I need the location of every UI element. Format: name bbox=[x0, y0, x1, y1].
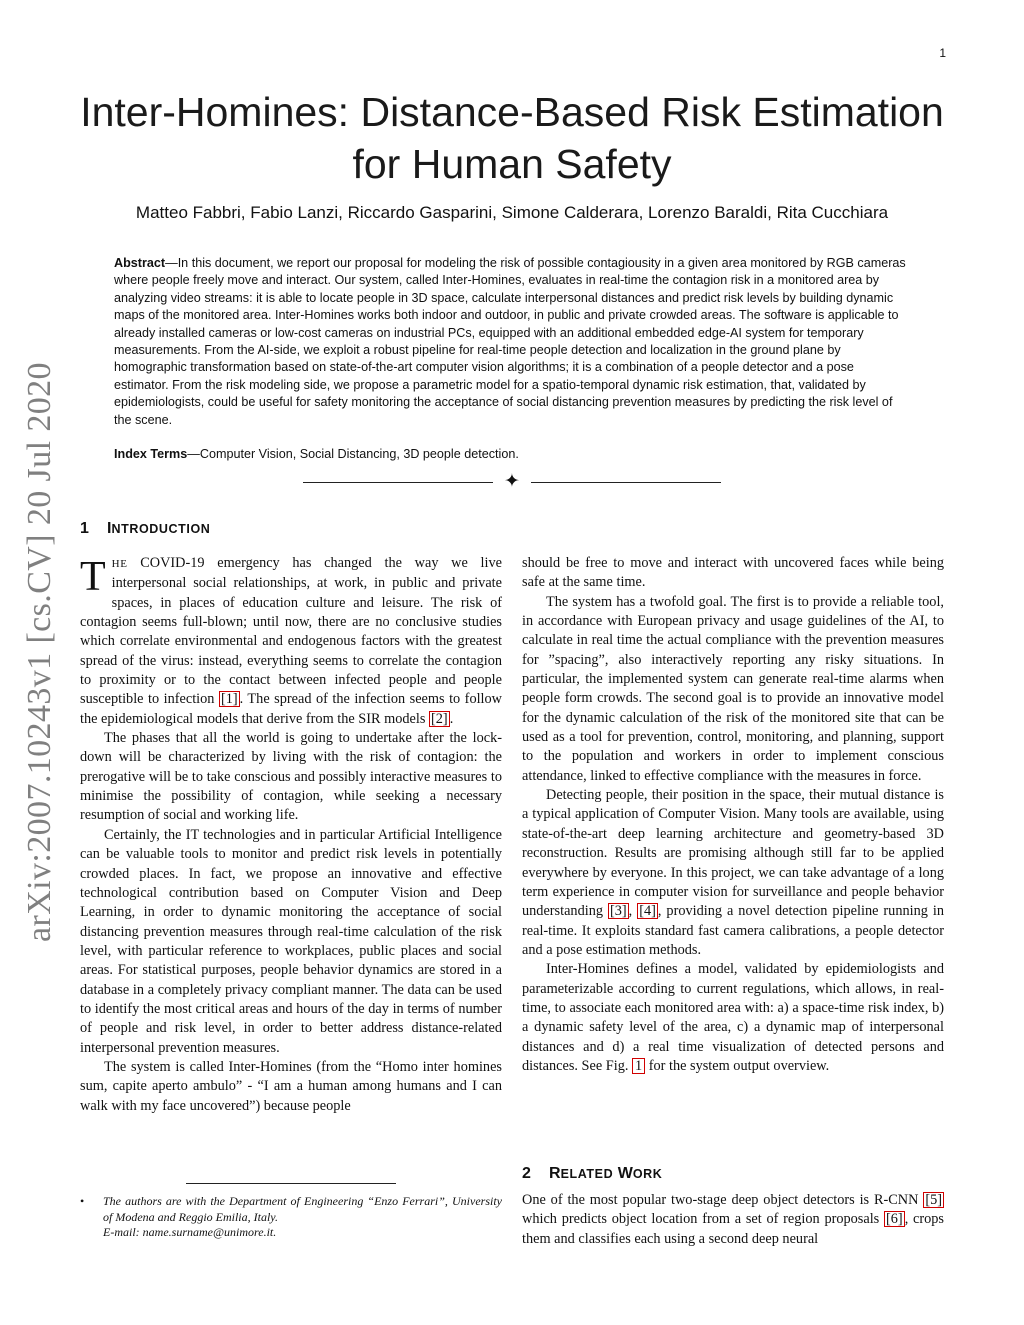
citation-link[interactable]: [3] bbox=[609, 903, 627, 920]
paragraph-text: Inter-Homines defines a model, validated by epidemiologists and parameterizable according to current regulations, which allows, in real-time, to associate each monitored area with: a) a space-time risk index, b) a dynamic safety level of the area, c) a dynamic map of interpersonal distances and d) a real time visualization of detected persons and distances. See Fig. bbox=[522, 961, 944, 1074]
arxiv-identifier: arXiv:2007.10243v1 [cs.CV] 20 Jul 2020 bbox=[21, 362, 58, 942]
section-title-initial: W bbox=[617, 1165, 633, 1182]
smallcaps-lead: HE bbox=[111, 558, 128, 570]
page-number: 1 bbox=[939, 46, 946, 60]
section-title-initial: R bbox=[549, 1165, 561, 1182]
footnote-email: E-mail: name.surname@unimore.it. bbox=[103, 1225, 277, 1239]
paragraph bbox=[522, 960, 944, 1076]
paragraph-text: , bbox=[628, 903, 638, 920]
paragraph-text: which predicts object location from a set of region proposals bbox=[522, 1211, 885, 1228]
bullet-icon: • bbox=[80, 1194, 85, 1208]
related-work-body bbox=[522, 1191, 944, 1249]
paragraph bbox=[522, 786, 944, 960]
section-heading-introduction bbox=[80, 519, 210, 539]
section-number: 1 bbox=[80, 520, 89, 537]
paragraph bbox=[80, 554, 502, 729]
index-terms bbox=[114, 446, 910, 463]
paragraph-text: . bbox=[449, 710, 454, 727]
divider-rule-left bbox=[303, 482, 493, 483]
paragraph-text: . The spread of the infection seems to follow the epidemiological models that derive from the SIR models bbox=[80, 691, 503, 727]
divider-rule-right bbox=[531, 482, 721, 483]
paragraph-text: One of the most popular two-stage deep object detectors is R-CNN bbox=[522, 1192, 924, 1208]
paper-title bbox=[60, 86, 964, 190]
paragraph-text: , crops them and classifies each using a second deep neural bbox=[522, 1211, 944, 1247]
abstract bbox=[114, 255, 910, 429]
index-terms-label: Index Terms bbox=[114, 447, 188, 461]
footnote-affiliation: The authors are with the Department of Engineering “Enzo Ferrari”, University of Modena and Reggio Emilia, Italy. bbox=[103, 1194, 502, 1224]
right-column bbox=[522, 554, 944, 1076]
paragraph-text: COVID-19 emergency has changed the way we live interpersonal social relationships, at work, in public and private spaces, in places of education culture and leisure. The risk of contagion seems full-blown; until now, there are no conclusive studies which correlate environmental and endogenous factors with the greatest spread of the virus: instead, everything seems to correlate the contagion to proximity or to the contact between infected people and people susceptible to infection bbox=[80, 555, 502, 708]
paragraph-text: , providing a novel detection pipeline running in real-time. It exploits standard fast camera calibrations, a people detector and a pose estimation methods. bbox=[522, 903, 944, 958]
section-number: 2 bbox=[522, 1165, 531, 1182]
left-column bbox=[80, 554, 502, 1116]
author-list: Matteo Fabbri, Fabio Lanzi, Riccardo Gasparini, Simone Calderara, Lorenzo Baraldi, Rita Cucchiara bbox=[135, 203, 889, 222]
citation-link[interactable]: [2] bbox=[431, 710, 448, 727]
section-title-rest: NTRODUCTION bbox=[111, 522, 211, 536]
section-title-rest: ELATED bbox=[560, 1167, 614, 1181]
paragraph-text: Detecting people, their position in the space, their mutual distance is a typical application of Computer Vision. Many tools are available, using state-of-the-art deep learning architecture and geometry-based 3D reconstruction. Results are promising although still far to be applied everywhere by everyone. In this project, we can take advantage of a long term experience in computer vision for surveillance and people behavior understanding bbox=[522, 787, 944, 920]
title-line-2: for Human Safety bbox=[352, 141, 672, 187]
paragraph: Certainly, the IT technologies and in particular Artificial Intelligence can be valuable tools to monitor and predict risk levels in potentially crowded places. In fact, we propose an innovative and effective technological contribution based on Computer Vision and Deep Learning, in order to dynamic monitoring the acceptance of social distancing prevention measures through real-time calculation of the risk level, with particular reference to workplaces, public places and social areas. For statistical purposes, people behavior dynamics are stored in a database in a completely privacy compliant manner. The data can be used to identify the most critical areas and hours of the day in terms of number of people and risk level, in order to better address distance-related interpersonal prevention measures. bbox=[80, 826, 502, 1056]
citation-link[interactable]: [6] bbox=[886, 1211, 903, 1228]
abstract-text: —In this document, we report our proposal for modeling the risk of possible contagiousity in a given area monitored by RGB cameras where people freely move and interact. Our system, called Inter-Homines, evaluates in real-time the contagion risk in a monitored area by analyzing video streams: it is able to locate people in 3D space, calculate interpersonal distances and predict risk levels by building dynamic maps of the monitored area. Inter-Homines works both indoor and outdoor, in public and private crowded areas. The software is applicable to already installed cameras or low-cost cameras on industrial PCs, equipped with an additional embedded edge-AI system for temporary measurements. From the AI-side, we exploit a robust pipeline for real-time people detection and localization in the ground plane by homographic transformation based on state-of-the-art computer vision algorithms; it is a combination of a people detector and a pose estimator. From the risk modeling side, we propose a parametric model for a spatio-temporal dynamic risk estimation, that, validated by epidemiologists, could be useful for safety monitoring the acceptance of social distancing prevention measures by predicting the risk level of the scene. bbox=[114, 256, 906, 427]
figure-link[interactable]: 1 bbox=[632, 1058, 645, 1074]
divider-star-icon: ✦ bbox=[504, 471, 520, 492]
abstract-label: Abstract bbox=[114, 256, 166, 270]
footnote bbox=[80, 1194, 502, 1241]
paragraph: should be free to move and interact with uncovered faces while being safe at the same time. bbox=[522, 555, 944, 591]
citation-link[interactable]: [5] bbox=[925, 1192, 942, 1208]
paragraph-text: for the system output overview. bbox=[645, 1057, 830, 1074]
title-line-1: Inter-Homines: Distance-Based Risk Estimation bbox=[80, 89, 944, 135]
paragraph bbox=[522, 1191, 944, 1249]
citation-link[interactable]: [4] bbox=[639, 903, 656, 920]
footnote-rule bbox=[186, 1183, 396, 1184]
section-title-initial: I bbox=[107, 520, 112, 537]
drop-cap: T bbox=[80, 554, 106, 600]
paragraph: The phases that all the world is going to undertake after the lock-down will be characterized by living with the risk of contagion: the prerogative will be to take conscious and possibly interactive measures to minimise the possibility of contagion, while seeking a necessary resumption of social and working life. bbox=[80, 730, 502, 824]
section-title-rest: ORK bbox=[632, 1167, 663, 1181]
index-terms-text: —Computer Vision, Social Distancing, 3D people detection. bbox=[187, 447, 519, 461]
paragraph: The system is called Inter-Homines (from the “Homo inter homines sum, capite aperto ambulo” - “I am a human among humans and I can walk with my face uncovered”) because people bbox=[80, 1058, 502, 1114]
citation-link[interactable]: [1] bbox=[220, 691, 238, 708]
section-heading-related-work bbox=[522, 1164, 662, 1184]
paragraph: The system has a twofold goal. The first is to provide a reliable tool, in accordance with European privacy and usage guidelines of the AI, to calculate in real time the actual compliance with the prevention measures for ”spacing”, also interactively reporting any risky situations. In particular, the implemented system can generate real-time alarms when people form crowds. The second goal is to provide an innovative model for the dynamic calculation of the risk of the monitored site that can be used as a tool for prevention, control, monitoring, and planning, support to the population and workers in order to implement conscious attendance, linked to effective compliance with the measures in force. bbox=[522, 593, 944, 784]
